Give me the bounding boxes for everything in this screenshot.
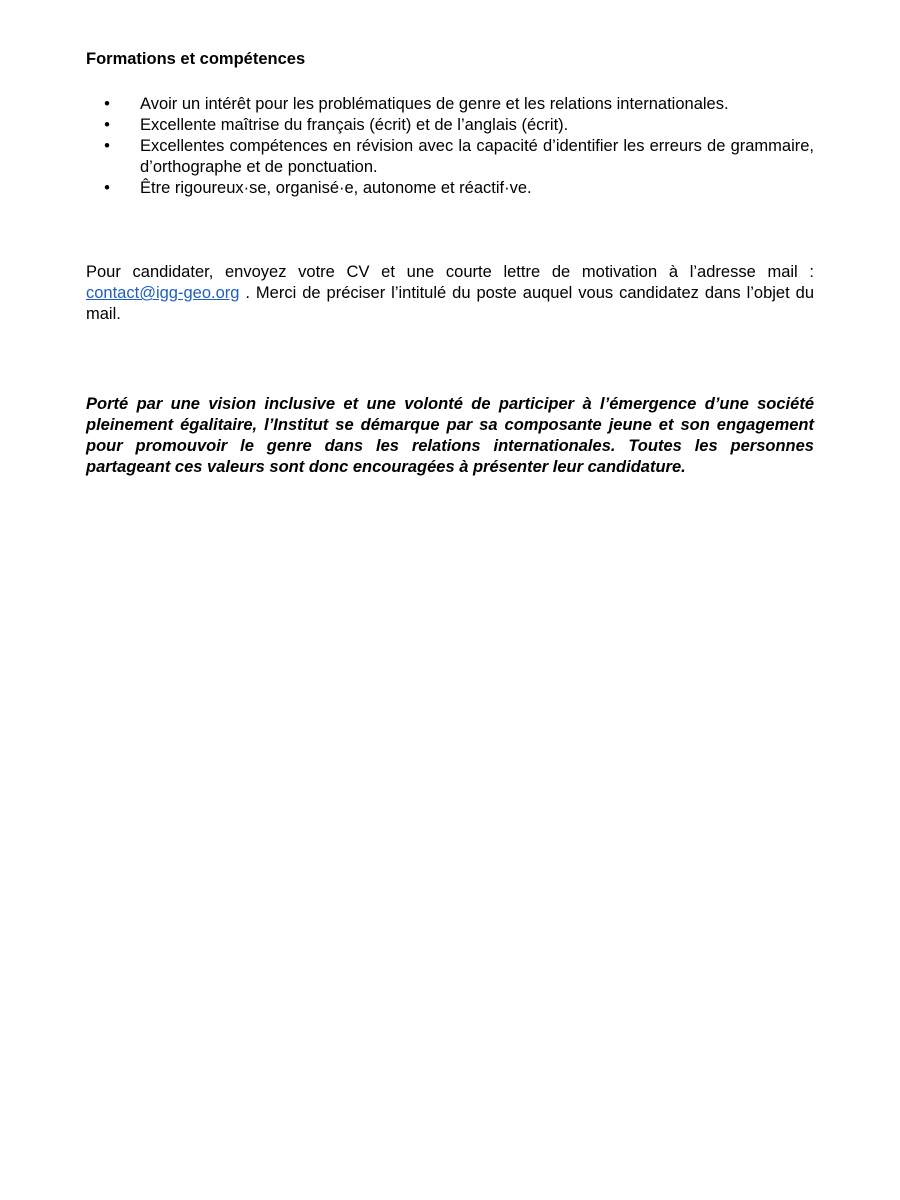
application-intro: Pour candidater, envoyez votre CV et une courte lettre de motivation à l’adresse mail : bbox=[86, 263, 814, 281]
list-item-text: Avoir un intérêt pour les problématiques de genre et les relations internationales. bbox=[140, 95, 729, 113]
application-outro: . Merci de préciser l’intitulé du poste auquel vous candidatez dans l’objet du mail. bbox=[86, 284, 814, 323]
section-title: Formations et compétences bbox=[86, 50, 306, 68]
email-link[interactable]: contact@igg-geo.org bbox=[86, 284, 240, 302]
application-paragraph bbox=[86, 262, 814, 325]
bullet-icon: • bbox=[104, 137, 110, 155]
list-item bbox=[86, 94, 814, 115]
bullet-icon: • bbox=[104, 116, 110, 134]
list-item-text: Être rigoureux·se, organisé·e, autonome et réactif·ve. bbox=[140, 179, 532, 197]
list-item-text: Excellentes compétences en révision avec la capacité d’identifier les erreurs de grammaire, d’orthographe et de ponctuation. bbox=[140, 137, 814, 176]
list-item bbox=[86, 178, 814, 199]
list-item-text: Excellente maîtrise du français (écrit) et de l’anglais (écrit). bbox=[140, 116, 569, 134]
document-page bbox=[86, 48, 814, 478]
list-item bbox=[86, 136, 814, 178]
bullet-icon: • bbox=[104, 95, 110, 113]
bullet-icon: • bbox=[104, 179, 110, 197]
list-item bbox=[86, 115, 814, 136]
closing-statement: Porté par une vision inclusive et une volonté de participer à l’émergence d’une société pleinement égalitaire, l’Institut se démarque par sa composante jeune et son engagement pour promouvoir le genre dans les relations internationales. Toutes les personnes partageant ces valeurs sont donc encouragées à présenter leur candidature. bbox=[86, 395, 814, 476]
requirements-list bbox=[86, 94, 814, 199]
